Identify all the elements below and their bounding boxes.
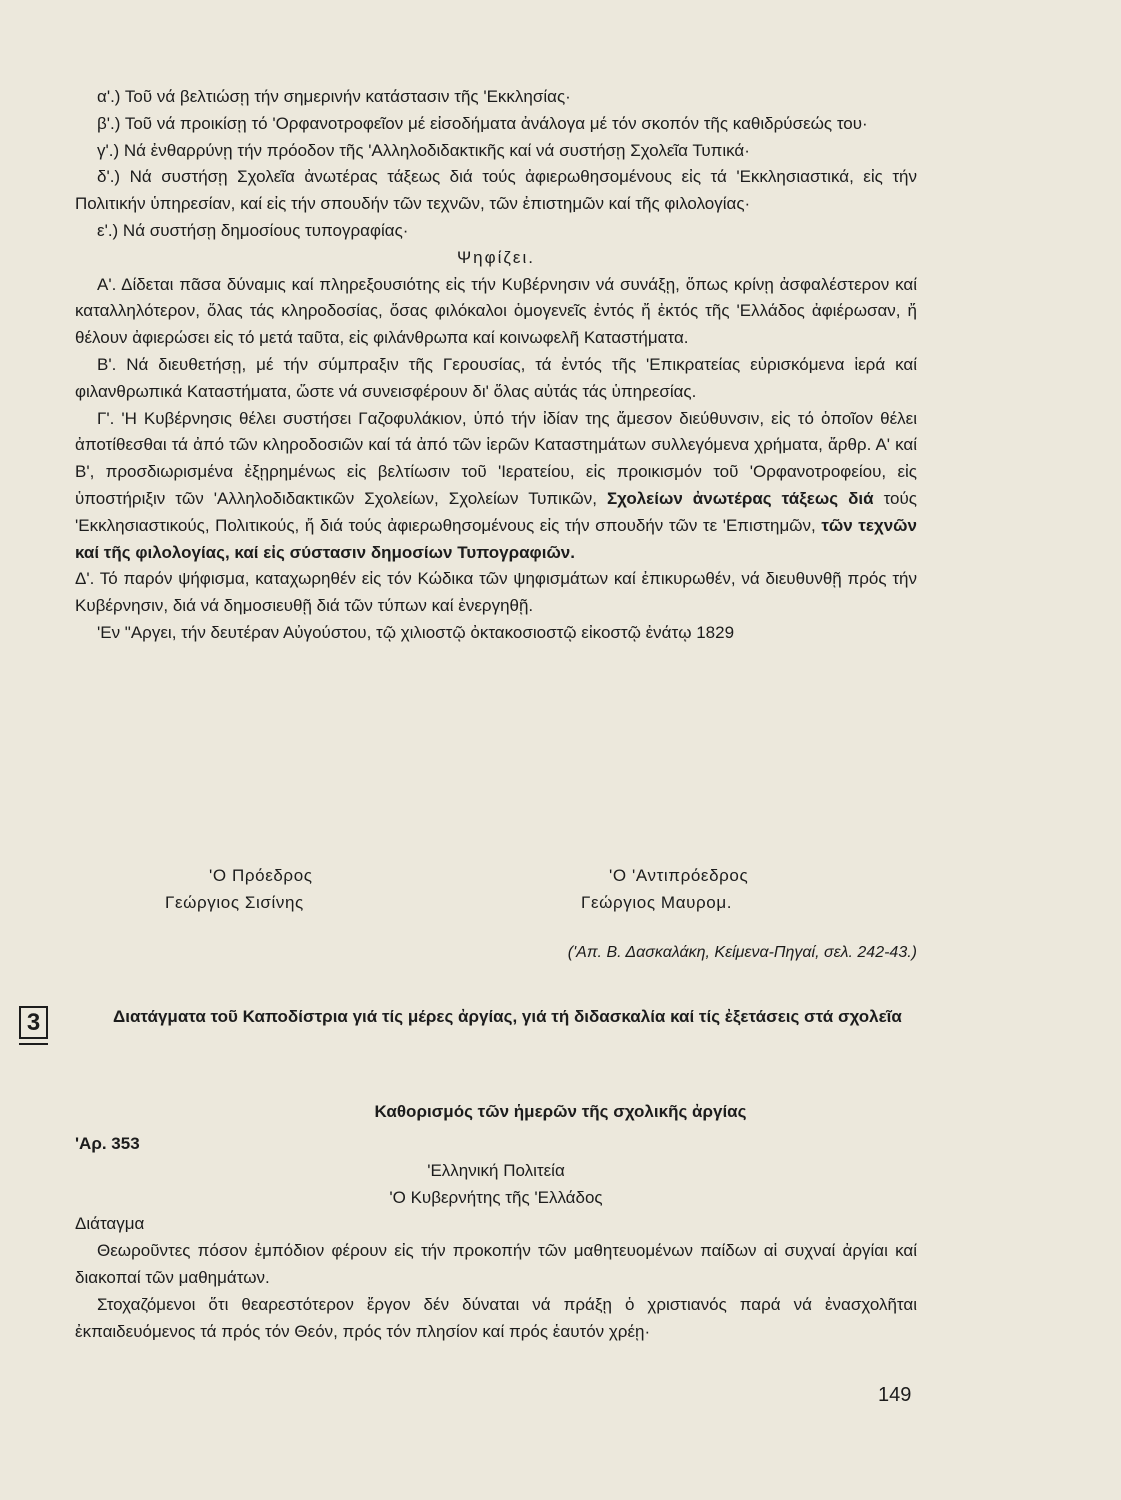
page-number: 149: [878, 1384, 912, 1406]
article-d: Δ'. Τό παρόν ψήφισμα, καταχωρηθέν εἰς τόν Κώδικα τῶν ψηφισμάτων καί ἐπικυρωθέν, νά διευθυνθῇ πρός τήν Κυβέρνησιν, διά νά δημοσιευθῇ διά τῶν τύπων καί ἐνεργηθῇ.: [75, 569, 917, 616]
decree-paragraph-2: Στοχαζόμενοι ὅτι θεαρεστότερον ἔργον δέν δύναται νά πράξῃ ὁ χριστιανός παρά νά ἐνασχολῆται ἐκπαιδευόμενος τά πρός τόν Θεόν, πρός τόν πλησίον καί πρός ἑαυτόν χρέῃ·: [75, 1294, 917, 1341]
president-name: Γεώργιος Σισίνης: [165, 893, 304, 912]
decree-label: Διάταγμα: [75, 1214, 145, 1234]
article-c-bold1: Σχολείων ἀνωτέρας τάξεως διά: [606, 488, 874, 508]
intro-item-c: γ'.) Νά ἐνθαρρύνῃ τήν πρόοδον τῆς 'Αλληλοδιδακτικῆς καί νά συστήσῃ Σχολεῖα Τυπικά·: [97, 140, 750, 160]
vice-president-name: Γεώργιος Μαυρομ.: [581, 893, 733, 912]
intro-item-b: β'.) Τοῦ νά προικίσῃ τό 'Ορφανοτροφεῖον μέ εἰσοδήματα ἀνάλογα μέ τόν σκοπόν τῆς καθιδρύσεώς του·: [97, 113, 868, 133]
section-title: Διατάγματα τοῦ Καποδίστρια γιά τίς μέρες ἀργίας, γιά τή διδασκαλία καί τίς ἐξετάσεις στά σχολεῖα: [113, 1007, 902, 1026]
intro-item-a: α'.) Τοῦ νά βελτιώσῃ τήν σημερινήν κατάστασιν τῆς 'Εκκλησίας·: [97, 87, 571, 106]
decree-body: [75, 1131, 917, 1345]
decree-word: Ψηφίζει.: [456, 247, 536, 267]
date-line: 'Εν "Αργει, τήν δευτέραν Αὐγούστου, τῷ χιλιοστῷ ὀκτακοσιοστῷ εἰκοστῷ ἐνάτῳ 1829: [97, 622, 735, 642]
governor-line: 'Ο Κυβερνήτης τῆς 'Ελλάδος: [389, 1187, 603, 1207]
decree-paragraph-1: Θεωροῦντες πόσον ἐμπόδιον φέρουν εἰς τήν προκοπήν τῶν μαθητευομένων παίδων αἱ συχναί ἀργίαι καί διακοπαί τῶν μαθημάτων.: [75, 1241, 917, 1287]
article-c-bold2: τῶν τεχνῶν καί τῆς φιλολογίας, καί εἰς σύστασιν δημοσίων Τυπογραφιῶν.: [75, 515, 917, 562]
section-badge-rule: [19, 1043, 48, 1045]
article-c-part1: Γ'. 'Η Κυβέρνησις θέλει συστήσει Γαζοφυλάκιον, ὑπό τήν ἰδίαν της ἄμεσον διεύθυνσιν, εἰς τό ὁποῖον θέλει ἀποτίθεσθαι τά ἀπό τῶν κληροδοσιῶν καί τά ἀπό τῶν ἱερῶν Καταστημάτων συλλεγόμενα χρήματα, ἄρθρ. Α' καί Β', προσδιωρισμένα ἐξῃρημένως εἰς βελτίωσιν τοῦ 'Ιερατείου, εἰς προικισμόν τοῦ 'Ορφανοτροφείου, εἰς ὑποστήριξιν τῶν 'Αλληλοδιδακτικῶν Σχολείων, Σχολείων Τυπικῶν,: [75, 408, 917, 508]
article-a: Α'. Δίδεται πᾶσα δύναμις καί πληρεξουσιότης εἰς τήν Κυβέρνησιν νά συνάξῃ, ὅπως κρίνῃ ἀσφαλέστερον καί καταλληλότερον, ὅλας τάς κληροδοσίας, ὅσας φιλόκαλοι ὁμογενεῖς ἐντός ἤ ἐκτός τῆς 'Ελλάδος ἀφιέρωσαν, ἤ θέλουν ἀφιερώσει εἰς τό μετά ταῦτα, εἰς φιλάνθρωπα καί κοινωφελῆ Καταστήματα.: [75, 274, 917, 348]
article-c: [75, 406, 917, 567]
intro-item-e: ε'.) Νά συστήσῃ δημοσίους τυπογραφίας·: [97, 220, 409, 240]
state-name: 'Ελληνική Πολιτεία: [427, 1160, 565, 1180]
article-c-part2: τούς 'Εκκλησιαστικούς, Πολιτικούς, ἤ διά τούς ἀφιερωθησομένους εἰς τήν σπουδήν τῶν τε 'Επιστημῶν,: [75, 488, 917, 535]
intro-item-d: δ'.) Νά συστήσῃ Σχολεῖα ἀνωτέρας τάξεως διά τούς ἀφιερωθησομένους εἰς τά 'Εκκλησιαστικά, εἰς τήν Πολιτικήν ὑπηρεσίαν, καί εἰς τήν σπουδήν τῶν τεχνῶν, τῶν ἐπιστημῶν καί τῆς φιλολογίας·: [75, 167, 917, 214]
section-number-badge: 3: [19, 1006, 48, 1039]
article-b: Β'. Νά διευθετήσῃ, μέ τήν σύμπραξιν τῆς Γερουσίας, τά ἐντός τῆς 'Επικρατείας εὑρισκόμενα ἱερά καί φιλανθρωπικά Καταστήματα, ὥστε νά συνεισφέρουν δι' ὅλας αὐτάς τάς ὑπηρεσίας.: [75, 354, 917, 401]
vice-president-title: 'Ο 'Αντιπρόεδρος: [609, 866, 749, 885]
decree-number: 'Αρ. 353: [75, 1134, 140, 1153]
president-title: 'Ο Πρόεδρος: [209, 866, 313, 885]
intro-list: [75, 84, 917, 647]
section-subheading: Καθορισμός τῶν ἡμερῶν τῆς σχολικῆς ἀργίας: [374, 1102, 747, 1121]
source-citation: ('Απ. Β. Δασκαλάκη, Κείμενα-Πηγαί, σελ. 242-43.): [567, 944, 917, 961]
